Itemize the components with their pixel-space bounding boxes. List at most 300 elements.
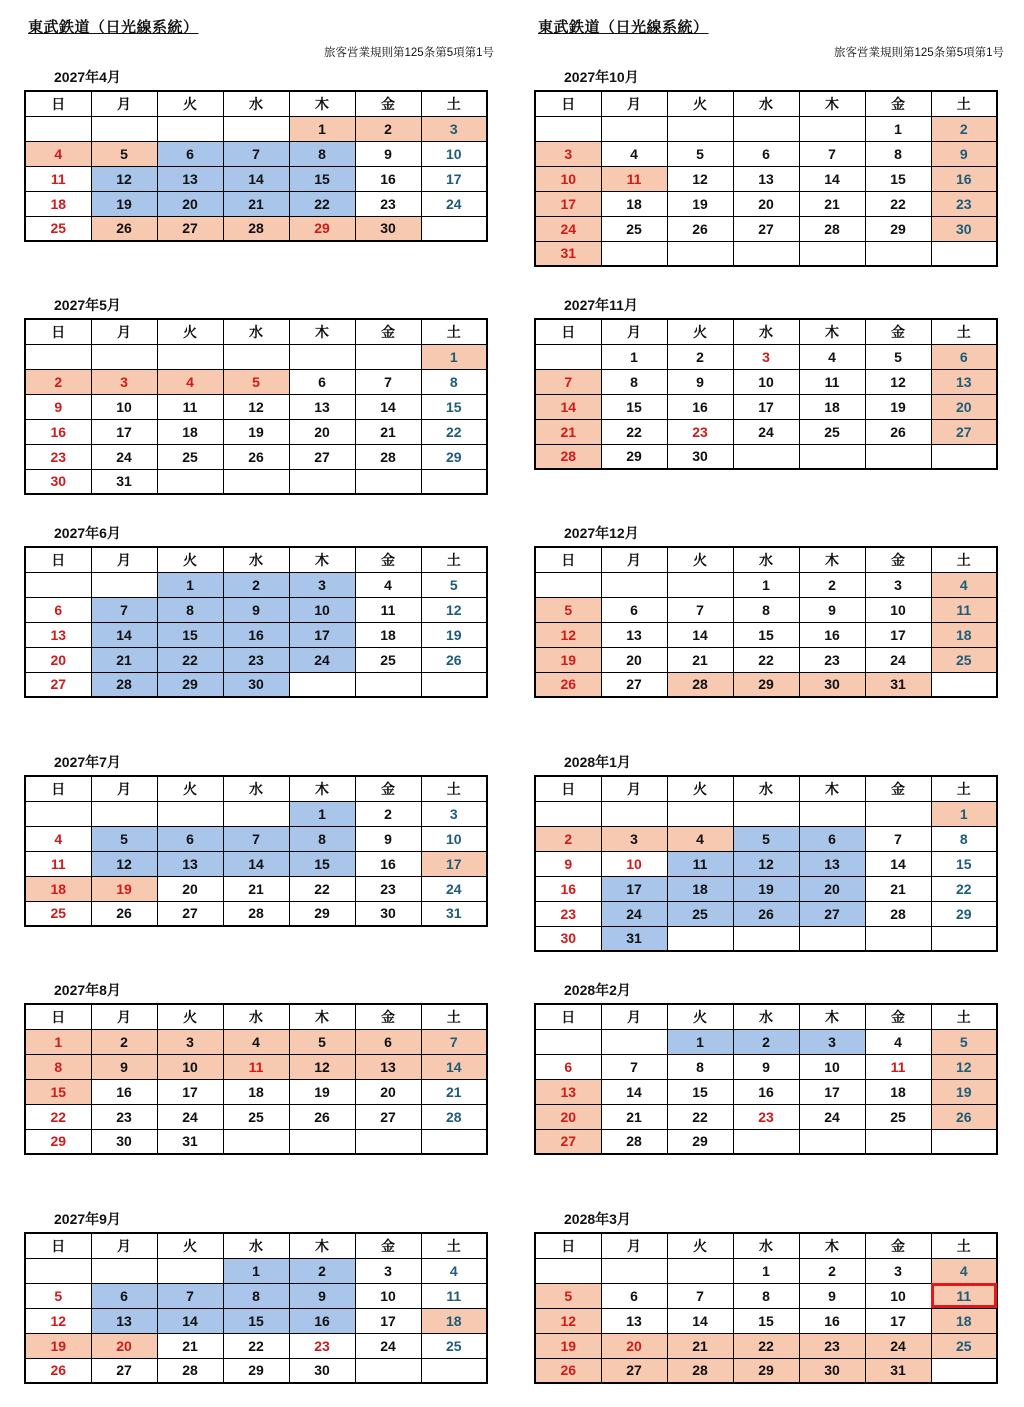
day-cell: 20 bbox=[931, 394, 997, 419]
day-cell: 29 bbox=[733, 1358, 799, 1383]
week-row bbox=[25, 1104, 487, 1129]
month-calendar bbox=[24, 982, 486, 1155]
week-row bbox=[535, 216, 997, 241]
day-cell: 19 bbox=[865, 394, 931, 419]
day-cell: 21 bbox=[667, 1333, 733, 1358]
day-cell: 24 bbox=[421, 191, 487, 216]
day-cell: 26 bbox=[289, 1104, 355, 1129]
weekday-header: 木 bbox=[799, 319, 865, 344]
empty-cell bbox=[733, 241, 799, 266]
weekday-header: 木 bbox=[799, 776, 865, 801]
day-cell: 27 bbox=[931, 419, 997, 444]
day-cell: 3 bbox=[799, 1029, 865, 1054]
weekday-header: 土 bbox=[421, 319, 487, 344]
day-cell: 2 bbox=[667, 344, 733, 369]
day-cell: 23 bbox=[667, 419, 733, 444]
empty-cell bbox=[865, 444, 931, 469]
empty-cell bbox=[25, 344, 91, 369]
empty-cell bbox=[601, 116, 667, 141]
empty-cell bbox=[421, 469, 487, 494]
weekday-header: 水 bbox=[733, 776, 799, 801]
month-calendar bbox=[534, 1211, 996, 1384]
empty-cell bbox=[421, 1358, 487, 1383]
day-cell: 9 bbox=[733, 1054, 799, 1079]
day-cell: 18 bbox=[25, 876, 91, 901]
day-cell: 15 bbox=[667, 1079, 733, 1104]
weekday-header: 木 bbox=[799, 91, 865, 116]
day-cell: 27 bbox=[91, 1358, 157, 1383]
week-row bbox=[25, 1308, 487, 1333]
week-row bbox=[25, 901, 487, 926]
day-cell: 20 bbox=[355, 1079, 421, 1104]
day-cell: 30 bbox=[355, 216, 421, 241]
week-row bbox=[535, 647, 997, 672]
day-cell: 15 bbox=[601, 394, 667, 419]
day-cell: 5 bbox=[91, 141, 157, 166]
day-cell: 7 bbox=[355, 369, 421, 394]
day-cell: 22 bbox=[667, 1104, 733, 1129]
day-cell: 8 bbox=[223, 1283, 289, 1308]
empty-cell bbox=[157, 801, 223, 826]
day-cell: 6 bbox=[733, 141, 799, 166]
empty-cell bbox=[421, 216, 487, 241]
empty-cell bbox=[799, 801, 865, 826]
empty-cell bbox=[91, 116, 157, 141]
weekday-header: 水 bbox=[733, 1233, 799, 1258]
month-calendar bbox=[24, 297, 486, 495]
empty-cell bbox=[91, 801, 157, 826]
weekday-header: 日 bbox=[25, 776, 91, 801]
day-cell: 30 bbox=[355, 901, 421, 926]
day-cell: 10 bbox=[733, 369, 799, 394]
week-row bbox=[535, 419, 997, 444]
day-cell: 25 bbox=[799, 419, 865, 444]
day-cell: 25 bbox=[931, 647, 997, 672]
day-cell: 12 bbox=[421, 597, 487, 622]
weekday-header: 木 bbox=[289, 776, 355, 801]
weekday-header: 金 bbox=[865, 1004, 931, 1029]
day-cell: 27 bbox=[601, 1358, 667, 1383]
week-row bbox=[535, 1333, 997, 1358]
day-cell: 3 bbox=[421, 801, 487, 826]
day-cell: 4 bbox=[931, 572, 997, 597]
day-cell: 31 bbox=[157, 1129, 223, 1154]
empty-cell bbox=[535, 116, 601, 141]
day-cell: 14 bbox=[223, 851, 289, 876]
weekday-header: 土 bbox=[931, 319, 997, 344]
day-cell: 13 bbox=[289, 394, 355, 419]
weekday-header: 月 bbox=[601, 1004, 667, 1029]
weekday-header: 火 bbox=[157, 776, 223, 801]
empty-cell bbox=[289, 469, 355, 494]
weekday-header: 木 bbox=[289, 547, 355, 572]
day-cell: 6 bbox=[931, 344, 997, 369]
day-cell: 21 bbox=[91, 647, 157, 672]
weekday-header: 火 bbox=[157, 547, 223, 572]
day-cell: 26 bbox=[865, 419, 931, 444]
day-cell: 23 bbox=[355, 191, 421, 216]
day-cell: 6 bbox=[157, 826, 223, 851]
day-cell: 14 bbox=[799, 166, 865, 191]
month-calendar bbox=[534, 982, 996, 1155]
day-cell: 11 bbox=[223, 1054, 289, 1079]
week-row bbox=[535, 444, 997, 469]
empty-cell bbox=[535, 1029, 601, 1054]
week-row bbox=[535, 1258, 997, 1283]
day-cell: 17 bbox=[601, 876, 667, 901]
weekday-header: 火 bbox=[667, 1004, 733, 1029]
weekday-header: 水 bbox=[223, 1233, 289, 1258]
empty-cell bbox=[667, 572, 733, 597]
day-cell: 1 bbox=[667, 1029, 733, 1054]
week-row bbox=[535, 1358, 997, 1383]
day-cell: 9 bbox=[931, 141, 997, 166]
day-cell: 14 bbox=[223, 166, 289, 191]
week-row bbox=[25, 672, 487, 697]
week-row bbox=[25, 469, 487, 494]
week-row bbox=[535, 1129, 997, 1154]
month-calendar bbox=[534, 297, 996, 470]
week-row bbox=[535, 394, 997, 419]
weekday-header: 日 bbox=[25, 547, 91, 572]
day-cell: 11 bbox=[931, 1283, 997, 1308]
day-cell: 13 bbox=[601, 1308, 667, 1333]
weekday-header: 月 bbox=[601, 319, 667, 344]
day-cell: 28 bbox=[601, 1129, 667, 1154]
weekday-header: 土 bbox=[931, 776, 997, 801]
day-cell: 24 bbox=[535, 216, 601, 241]
week-row bbox=[25, 116, 487, 141]
empty-cell bbox=[931, 241, 997, 266]
weekday-header-row bbox=[25, 319, 487, 344]
weekday-header: 日 bbox=[535, 319, 601, 344]
empty-cell bbox=[355, 1358, 421, 1383]
day-cell: 22 bbox=[865, 191, 931, 216]
day-cell: 21 bbox=[421, 1079, 487, 1104]
day-cell: 15 bbox=[865, 166, 931, 191]
day-cell: 9 bbox=[355, 826, 421, 851]
day-cell: 31 bbox=[421, 901, 487, 926]
day-cell: 4 bbox=[25, 141, 91, 166]
calendar-grid bbox=[534, 90, 998, 267]
weekday-header: 火 bbox=[667, 1233, 733, 1258]
day-cell: 6 bbox=[157, 141, 223, 166]
day-cell: 24 bbox=[865, 1333, 931, 1358]
day-cell: 24 bbox=[91, 444, 157, 469]
day-cell: 22 bbox=[157, 647, 223, 672]
week-row bbox=[25, 801, 487, 826]
day-cell: 21 bbox=[223, 876, 289, 901]
weekday-header: 日 bbox=[25, 1004, 91, 1029]
day-cell: 4 bbox=[799, 344, 865, 369]
weekday-header: 月 bbox=[91, 319, 157, 344]
day-cell: 28 bbox=[223, 901, 289, 926]
empty-cell bbox=[535, 344, 601, 369]
weekday-header: 木 bbox=[799, 1233, 865, 1258]
day-cell: 9 bbox=[289, 1283, 355, 1308]
day-cell: 17 bbox=[91, 419, 157, 444]
day-cell: 1 bbox=[223, 1258, 289, 1283]
weekday-header-row bbox=[25, 91, 487, 116]
day-cell: 25 bbox=[25, 901, 91, 926]
month-title: 2027年8月 bbox=[54, 982, 121, 998]
week-row bbox=[535, 369, 997, 394]
empty-cell bbox=[91, 344, 157, 369]
day-cell: 3 bbox=[421, 116, 487, 141]
empty-cell bbox=[865, 1129, 931, 1154]
day-cell: 9 bbox=[355, 141, 421, 166]
day-cell: 4 bbox=[157, 369, 223, 394]
month-calendar bbox=[24, 525, 486, 698]
day-cell: 14 bbox=[421, 1054, 487, 1079]
day-cell: 21 bbox=[157, 1333, 223, 1358]
day-cell: 26 bbox=[91, 901, 157, 926]
day-cell: 22 bbox=[421, 419, 487, 444]
day-cell: 2 bbox=[931, 116, 997, 141]
day-cell: 28 bbox=[91, 672, 157, 697]
week-row bbox=[535, 826, 997, 851]
day-cell: 7 bbox=[421, 1029, 487, 1054]
day-cell: 7 bbox=[91, 597, 157, 622]
empty-cell bbox=[289, 344, 355, 369]
weekday-header: 日 bbox=[535, 1233, 601, 1258]
month-title: 2027年4月 bbox=[54, 69, 121, 85]
weekday-header: 火 bbox=[157, 91, 223, 116]
empty-cell bbox=[601, 801, 667, 826]
day-cell: 23 bbox=[91, 1104, 157, 1129]
day-cell: 31 bbox=[535, 241, 601, 266]
day-cell: 7 bbox=[601, 1054, 667, 1079]
weekday-header: 土 bbox=[421, 776, 487, 801]
empty-cell bbox=[733, 926, 799, 951]
day-cell: 21 bbox=[799, 191, 865, 216]
day-cell: 22 bbox=[223, 1333, 289, 1358]
day-cell: 9 bbox=[667, 369, 733, 394]
week-row bbox=[535, 166, 997, 191]
day-cell: 16 bbox=[733, 1079, 799, 1104]
company-title: 東武鉄道（日光線系統） bbox=[538, 19, 709, 36]
day-cell: 6 bbox=[535, 1054, 601, 1079]
weekday-header: 日 bbox=[535, 1004, 601, 1029]
header-left bbox=[24, 14, 494, 64]
day-cell: 31 bbox=[865, 672, 931, 697]
day-cell: 11 bbox=[25, 851, 91, 876]
day-cell: 10 bbox=[289, 597, 355, 622]
day-cell: 1 bbox=[733, 572, 799, 597]
day-cell: 13 bbox=[535, 1079, 601, 1104]
day-cell: 27 bbox=[25, 672, 91, 697]
day-cell: 9 bbox=[799, 1283, 865, 1308]
day-cell: 8 bbox=[289, 141, 355, 166]
weekday-header: 木 bbox=[289, 319, 355, 344]
day-cell: 12 bbox=[535, 1308, 601, 1333]
weekday-header: 月 bbox=[91, 91, 157, 116]
month-title: 2027年12月 bbox=[564, 525, 639, 541]
empty-cell bbox=[799, 241, 865, 266]
day-cell: 22 bbox=[733, 1333, 799, 1358]
day-cell: 27 bbox=[535, 1129, 601, 1154]
weekday-header: 月 bbox=[91, 776, 157, 801]
day-cell: 13 bbox=[157, 851, 223, 876]
day-cell: 26 bbox=[535, 1358, 601, 1383]
day-cell: 2 bbox=[733, 1029, 799, 1054]
empty-cell bbox=[535, 572, 601, 597]
day-cell: 2 bbox=[25, 369, 91, 394]
day-cell: 20 bbox=[157, 191, 223, 216]
day-cell: 12 bbox=[535, 622, 601, 647]
week-row bbox=[535, 876, 997, 901]
day-cell: 29 bbox=[421, 444, 487, 469]
day-cell: 9 bbox=[799, 597, 865, 622]
day-cell: 5 bbox=[25, 1283, 91, 1308]
day-cell: 25 bbox=[931, 1333, 997, 1358]
day-cell: 8 bbox=[733, 1283, 799, 1308]
day-cell: 18 bbox=[799, 394, 865, 419]
day-cell: 16 bbox=[799, 1308, 865, 1333]
day-cell: 10 bbox=[601, 851, 667, 876]
weekday-header: 土 bbox=[421, 547, 487, 572]
day-cell: 27 bbox=[733, 216, 799, 241]
weekday-header: 水 bbox=[733, 91, 799, 116]
day-cell: 15 bbox=[733, 622, 799, 647]
day-cell: 8 bbox=[601, 369, 667, 394]
day-cell: 9 bbox=[535, 851, 601, 876]
day-cell: 20 bbox=[535, 1104, 601, 1129]
day-cell: 19 bbox=[289, 1079, 355, 1104]
day-cell: 10 bbox=[865, 1283, 931, 1308]
day-cell: 21 bbox=[667, 647, 733, 672]
day-cell: 28 bbox=[667, 1358, 733, 1383]
day-cell: 13 bbox=[91, 1308, 157, 1333]
day-cell: 28 bbox=[223, 216, 289, 241]
empty-cell bbox=[421, 672, 487, 697]
empty-cell bbox=[25, 116, 91, 141]
weekday-header: 木 bbox=[799, 547, 865, 572]
day-cell: 15 bbox=[25, 1079, 91, 1104]
day-cell: 21 bbox=[601, 1104, 667, 1129]
day-cell: 15 bbox=[289, 851, 355, 876]
day-cell: 24 bbox=[157, 1104, 223, 1129]
day-cell: 22 bbox=[289, 876, 355, 901]
day-cell: 2 bbox=[355, 801, 421, 826]
weekday-header: 火 bbox=[667, 91, 733, 116]
day-cell: 1 bbox=[289, 801, 355, 826]
day-cell: 17 bbox=[733, 394, 799, 419]
day-cell: 13 bbox=[25, 622, 91, 647]
day-cell: 29 bbox=[601, 444, 667, 469]
empty-cell bbox=[799, 1129, 865, 1154]
week-row bbox=[535, 141, 997, 166]
day-cell: 6 bbox=[91, 1283, 157, 1308]
week-row bbox=[25, 141, 487, 166]
week-row bbox=[25, 1283, 487, 1308]
empty-cell bbox=[157, 344, 223, 369]
day-cell: 17 bbox=[865, 622, 931, 647]
day-cell: 5 bbox=[223, 369, 289, 394]
empty-cell bbox=[733, 801, 799, 826]
day-cell: 24 bbox=[799, 1104, 865, 1129]
empty-cell bbox=[355, 344, 421, 369]
day-cell: 25 bbox=[667, 901, 733, 926]
weekday-header-row bbox=[535, 776, 997, 801]
day-cell: 19 bbox=[91, 876, 157, 901]
day-cell: 25 bbox=[223, 1104, 289, 1129]
empty-cell bbox=[355, 1129, 421, 1154]
month-title: 2027年9月 bbox=[54, 1211, 121, 1227]
day-cell: 2 bbox=[223, 572, 289, 597]
weekday-header: 金 bbox=[865, 1233, 931, 1258]
day-cell: 3 bbox=[535, 141, 601, 166]
day-cell: 15 bbox=[421, 394, 487, 419]
day-cell: 17 bbox=[157, 1079, 223, 1104]
weekday-header: 木 bbox=[289, 1233, 355, 1258]
day-cell: 20 bbox=[733, 191, 799, 216]
month-title: 2027年7月 bbox=[54, 754, 121, 770]
day-cell: 13 bbox=[799, 851, 865, 876]
day-cell: 5 bbox=[421, 572, 487, 597]
weekday-header-row bbox=[25, 1004, 487, 1029]
day-cell: 2 bbox=[355, 116, 421, 141]
day-cell: 29 bbox=[157, 672, 223, 697]
day-cell: 15 bbox=[157, 622, 223, 647]
empty-cell bbox=[355, 672, 421, 697]
day-cell: 7 bbox=[865, 826, 931, 851]
day-cell: 2 bbox=[799, 1258, 865, 1283]
week-row bbox=[535, 572, 997, 597]
calendar-grid bbox=[534, 775, 998, 952]
day-cell: 7 bbox=[223, 141, 289, 166]
weekday-header: 火 bbox=[157, 1004, 223, 1029]
day-cell: 14 bbox=[667, 622, 733, 647]
week-row bbox=[535, 901, 997, 926]
weekday-header-row bbox=[535, 1004, 997, 1029]
weekday-header: 日 bbox=[535, 91, 601, 116]
day-cell: 8 bbox=[25, 1054, 91, 1079]
rule-reference: 旅客営業規則第125条第5項第1号 bbox=[834, 47, 1004, 59]
weekday-header: 土 bbox=[421, 1233, 487, 1258]
day-cell: 20 bbox=[601, 647, 667, 672]
day-cell: 30 bbox=[25, 469, 91, 494]
week-row bbox=[535, 1283, 997, 1308]
day-cell: 22 bbox=[733, 647, 799, 672]
month-title: 2027年10月 bbox=[564, 69, 639, 85]
week-row bbox=[25, 191, 487, 216]
weekday-header: 日 bbox=[25, 319, 91, 344]
day-cell: 27 bbox=[157, 901, 223, 926]
day-cell: 14 bbox=[157, 1308, 223, 1333]
day-cell: 17 bbox=[289, 622, 355, 647]
day-cell: 30 bbox=[667, 444, 733, 469]
empty-cell bbox=[667, 801, 733, 826]
day-cell: 12 bbox=[289, 1054, 355, 1079]
day-cell: 23 bbox=[535, 901, 601, 926]
week-row bbox=[25, 369, 487, 394]
day-cell: 18 bbox=[667, 876, 733, 901]
day-cell: 29 bbox=[223, 1358, 289, 1383]
weekday-header-row bbox=[535, 91, 997, 116]
empty-cell bbox=[931, 444, 997, 469]
day-cell: 22 bbox=[601, 419, 667, 444]
day-cell: 13 bbox=[733, 166, 799, 191]
week-row bbox=[25, 1333, 487, 1358]
weekday-header: 水 bbox=[223, 319, 289, 344]
month-calendar bbox=[534, 525, 996, 698]
empty-cell bbox=[931, 926, 997, 951]
empty-cell bbox=[931, 672, 997, 697]
day-cell: 30 bbox=[289, 1358, 355, 1383]
day-cell: 8 bbox=[289, 826, 355, 851]
day-cell: 16 bbox=[25, 419, 91, 444]
